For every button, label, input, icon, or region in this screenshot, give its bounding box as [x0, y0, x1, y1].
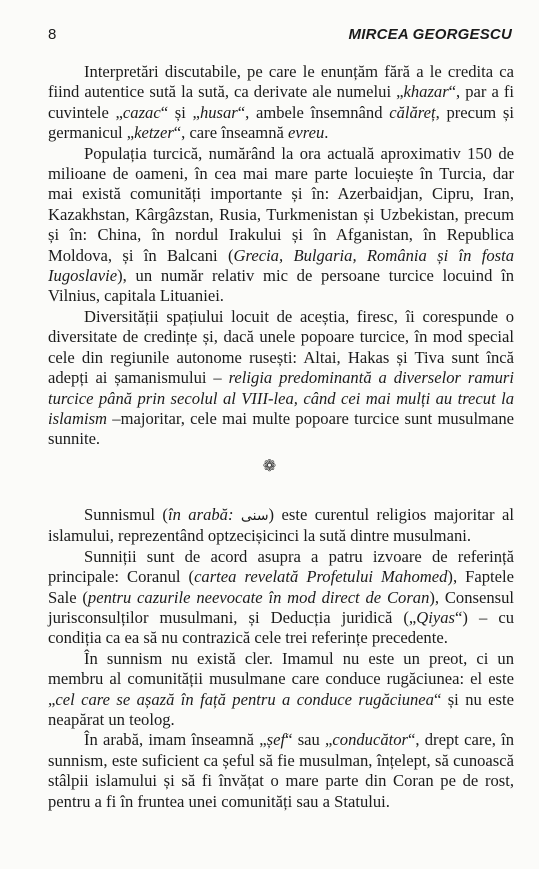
text-run: În arabă, imam înseamnă „ [84, 730, 267, 750]
italic-text: religia predominantă a diverselor ramuri turcice până prin secolul al VIII-lea, când cei mai mulți au trecut la islamism [48, 368, 514, 428]
italic-text: husar [199, 102, 238, 122]
text-run: ), Consensul jurisconsulților musulmani, și Deducția juridică („ [48, 587, 515, 628]
text-run: “ și nu este neapărat un teolog. [48, 689, 514, 730]
italic-text: călăreț [389, 102, 436, 122]
text-run: Sunniții sunt de acord asupra a patru izvoare de referință principale: Coranul ( [48, 546, 514, 587]
text-run: ), Faptele Sale ( [48, 567, 514, 607]
text-run: Diversității spațiului locuit de aceștia, firesc, îi corespunde o diversitate de credințe și, dacă unele popoare turcice, în mod special cele din regiunile autonome rusești: Altai, Hakas și Tiva sunt încă adepți ai șamanismului – [48, 306, 514, 388]
italic-text: cartea revelată Profetului Mahomed [194, 567, 448, 587]
paragraph [48, 144, 514, 307]
text-run: “, drept care, în sunnism, este suficient ca șeful să fie musulman, înțelept, să cunoască stâlpii islamului și să fi învățat o mare parte din Coran pe de rost, pentru a fi în fruntea unei comunități sau a Statului. [48, 730, 515, 811]
italic-text: în arabă: [167, 505, 234, 524]
paragraph [48, 649, 514, 731]
page-header [48, 26, 512, 46]
italic-text: conducător [332, 730, 409, 750]
italic-text: Qiyas [416, 608, 455, 628]
text-block-bottom [48, 505, 514, 812]
paragraph [48, 730, 514, 812]
italic-text: șef [266, 730, 286, 750]
italic-text: cazac [122, 102, 161, 122]
text-run: “ sau „ [285, 730, 333, 750]
text-run: Sunnismul ( [84, 505, 168, 524]
paragraph [48, 307, 514, 450]
text-run: Populația turcică, numărând la ora actuală aproximativ 150 de milioane de oameni, în cea mai mare parte locuiește în Turcia, dar mai există comunități importante și în: Azerbaidjan, Cipru, Iran, Kazakhstan, Kârgâzstan, Rusia, Turkmenistan și Uzbekistan, precum și în: China, în nordul Irakului și în Afganistan, în Republica Moldova, și în Balcani ( [48, 143, 514, 265]
page-number: 8 [48, 26, 57, 43]
text-run: Interpretări discutabile, pe care le enunțăm fără a le credita ca fiind autentice sută la sută, ca derivate ale numelui „ [48, 62, 514, 102]
text-run: “, par a fi cuvintele „ [48, 82, 514, 122]
text-run: “, ambele însemnând [237, 102, 390, 122]
text-run: –majoritar, cele mai multe popoare turcice sunt musulmane sunnite. [48, 408, 514, 449]
paragraph [48, 62, 514, 144]
italic-text: Grecia, Bulgaria, România și în fosta Iugoslavie [48, 245, 515, 286]
text-run [233, 505, 240, 524]
text-run: ) este curentul religios majoritar al islamului, reprezentând optzecișicinci la sută dintre musulmani. [48, 505, 514, 546]
text-run: ), un număr relativ mic de persoane turcice locuind în Vilnius, capitala Lituaniei. [48, 266, 514, 306]
text-block-top [48, 62, 514, 450]
text-run: În sunnism nu există cler. Imamul nu este un preot, ci un membru al comunității musulmane care conduce rugăciunea: el este „ [48, 648, 514, 709]
arabic-text: سنى [240, 508, 269, 524]
paragraph [48, 505, 514, 547]
italic-text: pentru cazurile neevocate în mod direct de Coran [87, 587, 430, 607]
text-run: “, care înseamnă [173, 123, 289, 143]
text-run: “ și „ [160, 102, 200, 122]
italic-text: cel care se așază în față pentru a conduce rugăciunea [55, 689, 434, 709]
italic-text: ketzer [134, 123, 174, 143]
text-run: “) – cu condiția ca ea să nu contrazică cele trei referințe precedente. [48, 608, 514, 648]
running-title: MIRCEA GEORGESCU [348, 26, 512, 43]
section-ornament-icon: ❁ [262, 458, 277, 475]
italic-text: evreu [288, 123, 325, 143]
italic-text: khazar [403, 82, 449, 102]
paragraph [48, 547, 514, 649]
text-run: . [324, 123, 329, 143]
text-run: , precum și germanicul „ [48, 102, 514, 143]
